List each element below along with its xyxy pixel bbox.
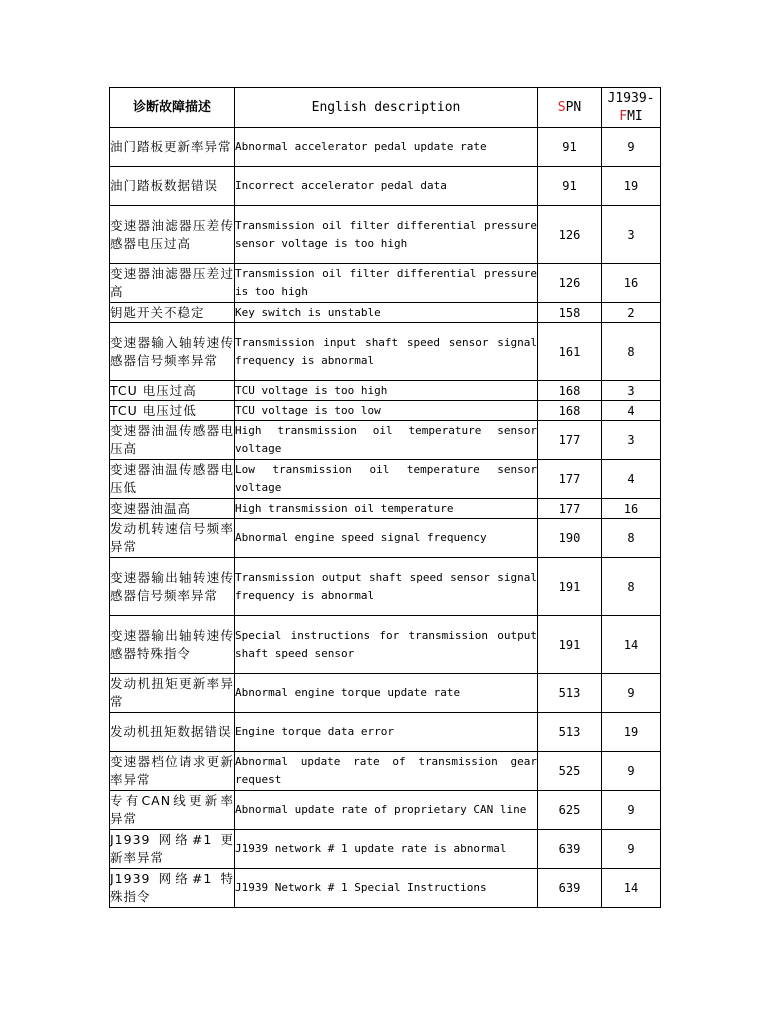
table-row <box>110 499 661 519</box>
fmi-value: 9 <box>602 128 661 167</box>
fault-description-zh: 发动机扭矩更新率异常 <box>110 674 235 713</box>
table-row <box>110 128 661 167</box>
fault-description-zh: 变速器输出轴转速传感器信号频率异常 <box>110 558 235 616</box>
spn-value: 513 <box>538 674 602 713</box>
spn-value: 168 <box>538 381 602 401</box>
fmi-value: 16 <box>602 264 661 303</box>
fault-description-en: High transmission oil temperature sensor voltage <box>235 421 538 460</box>
fault-description-en: Abnormal engine speed signal frequency <box>235 519 538 558</box>
spn-value: 158 <box>538 303 602 323</box>
header-spn-rest: PN <box>565 99 582 115</box>
fault-description-en: Low transmission oil temperature sensor voltage <box>235 460 538 499</box>
fault-description-en: TCU voltage is too high <box>235 381 538 401</box>
fmi-value: 19 <box>602 167 661 206</box>
fault-description-en: J1939 Network # 1 Special Instructions <box>235 869 538 908</box>
header-fmi <box>602 88 661 128</box>
spn-value: 625 <box>538 791 602 830</box>
spn-value: 177 <box>538 460 602 499</box>
header-english-description: English description <box>235 88 538 128</box>
fmi-value: 4 <box>602 401 661 421</box>
fault-description-zh: 油门踏板更新率异常 <box>110 128 235 167</box>
table-row <box>110 830 661 869</box>
spn-value: 168 <box>538 401 602 421</box>
spn-value: 177 <box>538 421 602 460</box>
spn-value: 91 <box>538 167 602 206</box>
fmi-value: 4 <box>602 460 661 499</box>
spn-value: 191 <box>538 616 602 674</box>
spn-value: 126 <box>538 206 602 264</box>
fmi-value: 8 <box>602 519 661 558</box>
table-row <box>110 381 661 401</box>
spn-value: 126 <box>538 264 602 303</box>
fmi-value: 14 <box>602 869 661 908</box>
fault-description-en: Incorrect accelerator pedal data <box>235 167 538 206</box>
fault-description-zh: J1939 网络#1 更新率异常 <box>110 830 235 869</box>
fault-description-zh: 变速器油温高 <box>110 499 235 519</box>
spn-value: 639 <box>538 830 602 869</box>
header-fmi-first-letter: F <box>619 108 628 124</box>
fault-description-en: Transmission oil filter differential pressure sensor voltage is too high <box>235 206 538 264</box>
fault-description-zh: 钥匙开关不稳定 <box>110 303 235 323</box>
table-row <box>110 558 661 616</box>
fmi-value: 9 <box>602 674 661 713</box>
fmi-value: 16 <box>602 499 661 519</box>
fmi-value: 8 <box>602 323 661 381</box>
fault-description-en: Special instructions for transmission output shaft speed sensor <box>235 616 538 674</box>
spn-value: 639 <box>538 869 602 908</box>
fault-description-zh: J1939 网络#1 特殊指令 <box>110 869 235 908</box>
table-row <box>110 713 661 752</box>
fault-description-en: Transmission oil filter differential pressure is too high <box>235 264 538 303</box>
fault-description-en: Abnormal accelerator pedal update rate <box>235 128 538 167</box>
table-row <box>110 167 661 206</box>
fault-description-zh: 变速器油滤器压差传感器电压过高 <box>110 206 235 264</box>
spn-value: 525 <box>538 752 602 791</box>
fmi-value: 3 <box>602 421 661 460</box>
header-fmi-top: J1939- <box>607 90 655 106</box>
fault-description-zh: 变速器输出轴转速传感器特殊指令 <box>110 616 235 674</box>
header-row <box>110 88 661 128</box>
fault-description-zh: TCU 电压过高 <box>110 381 235 401</box>
fmi-value: 19 <box>602 713 661 752</box>
fault-description-en: TCU voltage is too low <box>235 401 538 421</box>
table-row <box>110 421 661 460</box>
fault-description-zh: TCU 电压过低 <box>110 401 235 421</box>
fault-description-en: Transmission input shaft speed sensor signal frequency is abnormal <box>235 323 538 381</box>
fmi-value: 14 <box>602 616 661 674</box>
fault-code-table <box>109 87 661 908</box>
fault-description-zh: 变速器油温传感器电压高 <box>110 421 235 460</box>
spn-value: 191 <box>538 558 602 616</box>
fault-description-zh: 变速器油温传感器电压低 <box>110 460 235 499</box>
fault-description-en: High transmission oil temperature <box>235 499 538 519</box>
fault-description-zh: 油门踏板数据错误 <box>110 167 235 206</box>
fmi-value: 9 <box>602 752 661 791</box>
spn-value: 161 <box>538 323 602 381</box>
table-row <box>110 206 661 264</box>
fault-description-zh: 专有CAN线更新率异常 <box>110 791 235 830</box>
table-row <box>110 323 661 381</box>
table-row <box>110 303 661 323</box>
table-row <box>110 752 661 791</box>
spn-value: 190 <box>538 519 602 558</box>
table-row <box>110 674 661 713</box>
fmi-value: 3 <box>602 206 661 264</box>
spn-value: 177 <box>538 499 602 519</box>
fault-description-zh: 发动机转速信号频率异常 <box>110 519 235 558</box>
fault-description-en: Abnormal engine torque update rate <box>235 674 538 713</box>
fault-description-en: Abnormal update rate of proprietary CAN line <box>235 791 538 830</box>
fmi-value: 9 <box>602 791 661 830</box>
fmi-value: 3 <box>602 381 661 401</box>
header-fmi-rest: MI <box>627 108 643 124</box>
fault-description-zh: 变速器档位请求更新率异常 <box>110 752 235 791</box>
table-row <box>110 791 661 830</box>
fault-description-zh: 发动机扭矩数据错误 <box>110 713 235 752</box>
table-row <box>110 869 661 908</box>
table-row <box>110 519 661 558</box>
fault-description-en: Key switch is unstable <box>235 303 538 323</box>
fault-description-en: J1939 network # 1 update rate is abnormal <box>235 830 538 869</box>
fault-description-en: Engine torque data error <box>235 713 538 752</box>
header-chinese-description: 诊断故障描述 <box>110 88 235 128</box>
fmi-value: 9 <box>602 830 661 869</box>
header-spn <box>538 88 602 128</box>
table-row <box>110 401 661 421</box>
fmi-value: 2 <box>602 303 661 323</box>
header-spn-first-letter: S <box>557 99 566 115</box>
table-row <box>110 616 661 674</box>
table-row <box>110 460 661 499</box>
fault-description-zh: 变速器输入轴转速传感器信号频率异常 <box>110 323 235 381</box>
spn-value: 513 <box>538 713 602 752</box>
fmi-value: 8 <box>602 558 661 616</box>
fault-description-en: Abnormal update rate of transmission gear request <box>235 752 538 791</box>
spn-value: 91 <box>538 128 602 167</box>
table-row <box>110 264 661 303</box>
fault-description-en: Transmission output shaft speed sensor signal frequency is abnormal <box>235 558 538 616</box>
fault-description-zh: 变速器油滤器压差过高 <box>110 264 235 303</box>
